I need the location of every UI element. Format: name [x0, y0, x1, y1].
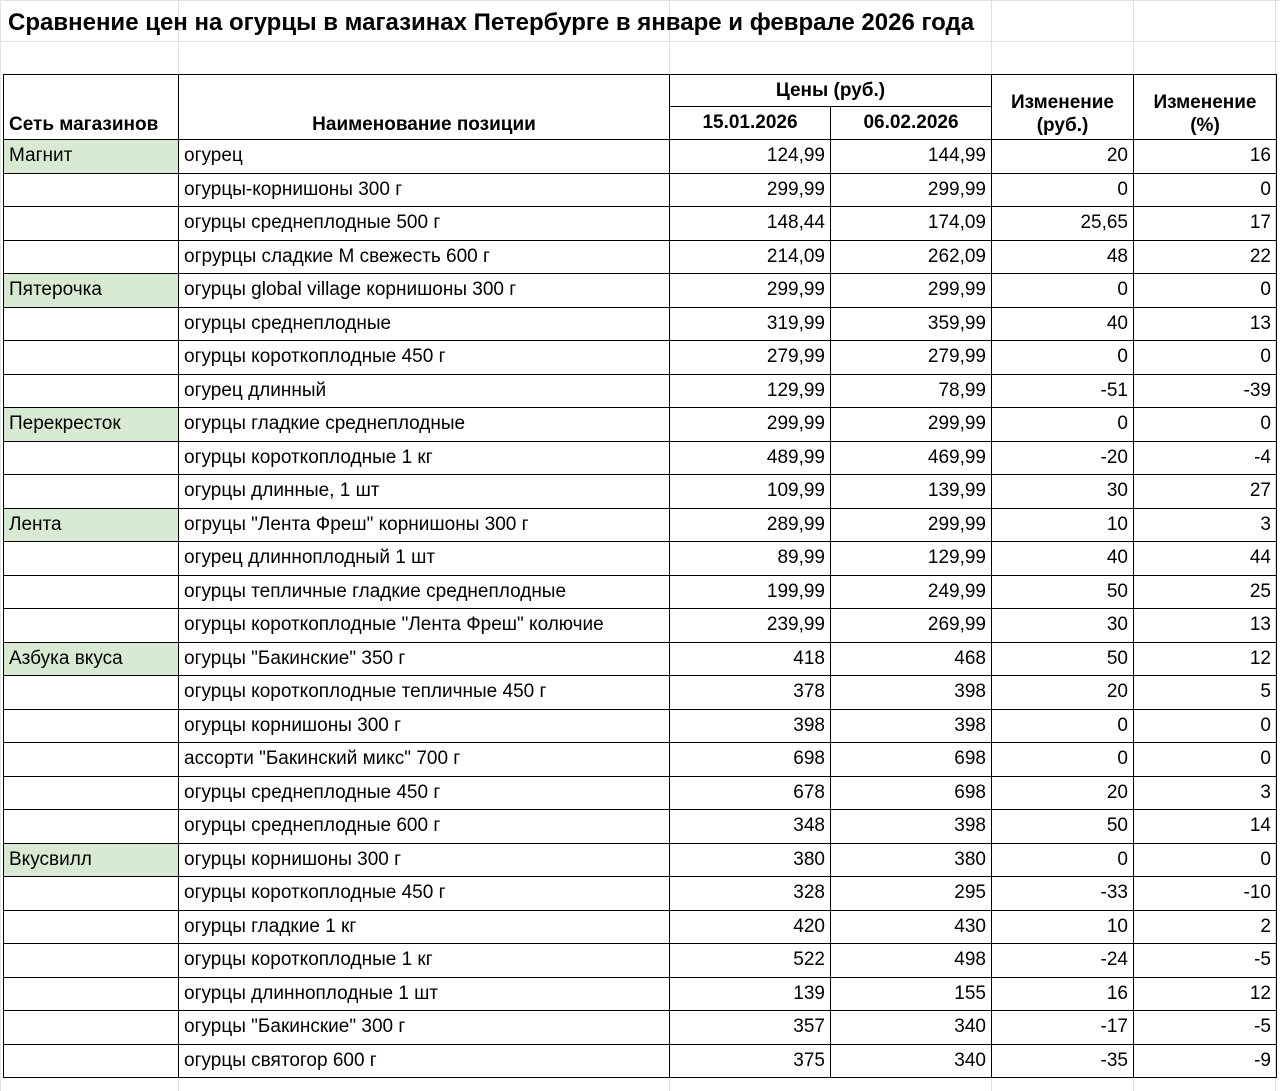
header-prices[interactable]: Цены (руб.)	[670, 75, 992, 107]
item-name-cell[interactable]: огурцы корнишоны 300 г	[179, 843, 670, 877]
price-jan-cell[interactable]: 380	[670, 843, 831, 877]
change-rub-cell[interactable]: 30	[992, 609, 1134, 643]
price-jan-cell[interactable]: 375	[670, 1044, 831, 1078]
change-rub-cell[interactable]: -51	[992, 374, 1134, 408]
price-jan-cell[interactable]: 239,99	[670, 609, 831, 643]
price-feb-cell[interactable]: 144,99	[831, 140, 992, 174]
price-jan-cell[interactable]: 279,99	[670, 341, 831, 375]
price-jan-cell[interactable]: 418	[670, 642, 831, 676]
store-cell[interactable]	[4, 1044, 179, 1078]
change-pct-cell[interactable]: 0	[1134, 743, 1277, 777]
change-rub-cell[interactable]: 50	[992, 810, 1134, 844]
price-jan-cell[interactable]: 398	[670, 709, 831, 743]
item-name-cell[interactable]: огурец	[179, 140, 670, 174]
change-pct-cell[interactable]: -39	[1134, 374, 1277, 408]
change-pct-cell[interactable]: 44	[1134, 542, 1277, 576]
store-cell[interactable]	[4, 374, 179, 408]
price-feb-cell[interactable]: 299,99	[831, 274, 992, 308]
table-row	[4, 341, 1277, 375]
change-pct-cell[interactable]: 3	[1134, 508, 1277, 542]
table-row	[4, 642, 1277, 676]
store-cell[interactable]	[4, 1011, 179, 1045]
table-row	[4, 475, 1277, 509]
price-feb-cell[interactable]: 498	[831, 944, 992, 978]
change-rub-cell[interactable]: 50	[992, 575, 1134, 609]
item-name-cell[interactable]: огурцы святогор 600 г	[179, 1044, 670, 1078]
store-cell[interactable]: Перекресток	[4, 408, 179, 442]
item-name-cell[interactable]: огурцы среднеплодные 500 г	[179, 207, 670, 241]
item-name-cell[interactable]: огурцы короткоплодные 1 кг	[179, 441, 670, 475]
item-name-cell[interactable]: огурцы-корнишоны 300 г	[179, 173, 670, 207]
change-pct-cell[interactable]: 13	[1134, 609, 1277, 643]
item-name-cell[interactable]: огурцы короткоплодные 1 кг	[179, 944, 670, 978]
change-pct-cell[interactable]: 0	[1134, 274, 1277, 308]
store-cell[interactable]	[4, 575, 179, 609]
price-jan-cell[interactable]: 348	[670, 810, 831, 844]
item-name-cell[interactable]: огурец длинноплодный 1 шт	[179, 542, 670, 576]
price-jan-cell[interactable]: 357	[670, 1011, 831, 1045]
change-rub-cell[interactable]: 0	[992, 743, 1134, 777]
price-feb-cell[interactable]: 469,99	[831, 441, 992, 475]
table-row	[4, 307, 1277, 341]
item-name-cell[interactable]: огрурцы сладкие М свежесть 600 г	[179, 240, 670, 274]
price-feb-cell[interactable]: 698	[831, 743, 992, 777]
change-rub-cell[interactable]: -20	[992, 441, 1134, 475]
sheet-title: Сравнение цен на огурцы в магазинах Петербурге в январе и феврале 2026 года	[8, 9, 975, 36]
item-name-cell[interactable]: огурцы среднеплодные 450 г	[179, 776, 670, 810]
header-date-1[interactable]: 15.01.2026	[670, 107, 831, 140]
price-jan-cell[interactable]: 214,09	[670, 240, 831, 274]
price-jan-cell[interactable]: 522	[670, 944, 831, 978]
change-rub-cell[interactable]: 25,65	[992, 207, 1134, 241]
change-pct-cell[interactable]: 0	[1134, 843, 1277, 877]
price-jan-cell[interactable]: 129,99	[670, 374, 831, 408]
change-rub-cell[interactable]: 20	[992, 676, 1134, 710]
price-feb-cell[interactable]: 174,09	[831, 207, 992, 241]
item-name-cell[interactable]: огурцы тепличные гладкие среднеплодные	[179, 575, 670, 609]
change-pct-cell[interactable]: 27	[1134, 475, 1277, 509]
store-cell[interactable]	[4, 977, 179, 1011]
store-cell[interactable]	[4, 743, 179, 777]
table-row	[4, 609, 1277, 643]
store-cell[interactable]	[4, 709, 179, 743]
price-feb-cell[interactable]: 129,99	[831, 542, 992, 576]
change-rub-cell[interactable]: 0	[992, 274, 1134, 308]
item-name-cell[interactable]: огурцы среднеплодные 600 г	[179, 810, 670, 844]
header-change-rub[interactable]: Изменение (руб.)	[992, 75, 1134, 140]
table-row	[4, 542, 1277, 576]
store-cell[interactable]: Лента	[4, 508, 179, 542]
store-cell[interactable]: Азбука вкуса	[4, 642, 179, 676]
change-pct-cell[interactable]: -4	[1134, 441, 1277, 475]
item-name-cell[interactable]: ассорти "Бакинский микс" 700 г	[179, 743, 670, 777]
price-jan-cell[interactable]: 109,99	[670, 475, 831, 509]
table-row	[4, 709, 1277, 743]
change-rub-cell[interactable]: 0	[992, 341, 1134, 375]
table-row	[4, 374, 1277, 408]
price-jan-cell[interactable]: 89,99	[670, 542, 831, 576]
item-name-cell[interactable]: огурцы короткоплодные 450 г	[179, 877, 670, 911]
price-feb-cell[interactable]: 398	[831, 676, 992, 710]
change-rub-cell[interactable]: 48	[992, 240, 1134, 274]
table-row	[4, 877, 1277, 911]
item-name-cell[interactable]: огурцы "Бакинские" 350 г	[179, 642, 670, 676]
change-rub-cell[interactable]: 10	[992, 910, 1134, 944]
change-rub-cell[interactable]: 30	[992, 475, 1134, 509]
price-jan-cell[interactable]: 299,99	[670, 173, 831, 207]
item-name-cell[interactable]: огурцы global village корнишоны 300 г	[179, 274, 670, 308]
store-cell[interactable]	[4, 676, 179, 710]
price-table	[3, 74, 1277, 1078]
price-jan-cell[interactable]: 678	[670, 776, 831, 810]
header-change-pct[interactable]: Изменение (%)	[1134, 75, 1277, 140]
table-row	[4, 810, 1277, 844]
store-cell[interactable]	[4, 810, 179, 844]
change-pct-cell[interactable]: 0	[1134, 408, 1277, 442]
store-cell[interactable]	[4, 341, 179, 375]
price-feb-cell[interactable]: 269,99	[831, 609, 992, 643]
store-cell[interactable]	[4, 441, 179, 475]
change-pct-cell[interactable]: 3	[1134, 776, 1277, 810]
store-cell[interactable]: Вкусвилл	[4, 843, 179, 877]
item-name-cell[interactable]: огруцы "Лента Фреш" корнишоны 300 г	[179, 508, 670, 542]
table-row	[4, 441, 1277, 475]
change-pct-cell[interactable]: 12	[1134, 977, 1277, 1011]
price-feb-cell[interactable]: 380	[831, 843, 992, 877]
item-name-cell[interactable]: огурцы "Бакинские" 300 г	[179, 1011, 670, 1045]
change-pct-cell[interactable]: 16	[1134, 140, 1277, 174]
item-name-cell[interactable]: огурцы длинноплодные 1 шт	[179, 977, 670, 1011]
change-rub-cell[interactable]: 40	[992, 307, 1134, 341]
store-cell[interactable]	[4, 944, 179, 978]
table-row	[4, 910, 1277, 944]
table-row	[4, 508, 1277, 542]
change-pct-cell[interactable]: 2	[1134, 910, 1277, 944]
change-pct-cell[interactable]: -5	[1134, 944, 1277, 978]
change-pct-cell[interactable]: 14	[1134, 810, 1277, 844]
price-jan-cell[interactable]: 299,99	[670, 408, 831, 442]
price-jan-cell[interactable]: 698	[670, 743, 831, 777]
table-row	[4, 843, 1277, 877]
price-feb-cell[interactable]: 340	[831, 1011, 992, 1045]
store-cell[interactable]	[4, 240, 179, 274]
price-jan-cell[interactable]: 378	[670, 676, 831, 710]
item-name-cell[interactable]: огурцы гладкие среднеплодные	[179, 408, 670, 442]
change-rub-cell[interactable]: 0	[992, 173, 1134, 207]
store-cell[interactable]	[4, 542, 179, 576]
item-name-cell[interactable]: огурцы короткоплодные 450 г	[179, 341, 670, 375]
price-feb-cell[interactable]: 249,99	[831, 575, 992, 609]
price-feb-cell[interactable]: 299,99	[831, 173, 992, 207]
header-date-2[interactable]: 06.02.2026	[831, 107, 992, 140]
change-pct-cell[interactable]: 5	[1134, 676, 1277, 710]
change-pct-cell[interactable]: 22	[1134, 240, 1277, 274]
table-row	[4, 1044, 1277, 1078]
change-rub-cell[interactable]: 0	[992, 843, 1134, 877]
table-row	[4, 944, 1277, 978]
item-name-cell[interactable]: огурец длинный	[179, 374, 670, 408]
table-row	[4, 743, 1277, 777]
price-feb-cell[interactable]: 299,99	[831, 408, 992, 442]
header-item-name[interactable]: Наименование позиции	[179, 75, 670, 140]
table-body	[4, 140, 1277, 1078]
change-pct-cell[interactable]: -9	[1134, 1044, 1277, 1078]
store-cell[interactable]: Пятерочка	[4, 274, 179, 308]
price-jan-cell[interactable]: 299,99	[670, 274, 831, 308]
store-cell[interactable]	[4, 910, 179, 944]
table-row	[4, 776, 1277, 810]
price-jan-cell[interactable]: 139	[670, 977, 831, 1011]
price-jan-cell[interactable]: 124,99	[670, 140, 831, 174]
price-feb-cell[interactable]: 295	[831, 877, 992, 911]
change-rub-cell[interactable]: 40	[992, 542, 1134, 576]
change-pct-cell[interactable]: 25	[1134, 575, 1277, 609]
change-pct-cell[interactable]: 12	[1134, 642, 1277, 676]
price-feb-cell[interactable]: 430	[831, 910, 992, 944]
price-jan-cell[interactable]: 328	[670, 877, 831, 911]
change-rub-cell[interactable]: 0	[992, 709, 1134, 743]
price-feb-cell[interactable]: 279,99	[831, 341, 992, 375]
change-rub-cell[interactable]: 20	[992, 776, 1134, 810]
table-row	[4, 240, 1277, 274]
price-feb-cell[interactable]: 299,99	[831, 508, 992, 542]
price-jan-cell[interactable]: 289,99	[670, 508, 831, 542]
store-cell[interactable]	[4, 307, 179, 341]
store-cell[interactable]	[4, 475, 179, 509]
price-feb-cell[interactable]: 398	[831, 810, 992, 844]
item-name-cell[interactable]: огурцы среднеплодные	[179, 307, 670, 341]
header-store[interactable]: Сеть магазинов	[4, 75, 179, 140]
price-feb-cell[interactable]: 468	[831, 642, 992, 676]
price-feb-cell[interactable]: 398	[831, 709, 992, 743]
table-row	[4, 1011, 1277, 1045]
change-rub-cell[interactable]: 20	[992, 140, 1134, 174]
item-name-cell[interactable]: огурцы короткоплодные "Лента Фреш" колючие	[179, 609, 670, 643]
table-row	[4, 408, 1277, 442]
price-feb-cell[interactable]: 155	[831, 977, 992, 1011]
change-pct-cell[interactable]: 0	[1134, 341, 1277, 375]
price-feb-cell[interactable]: 78,99	[831, 374, 992, 408]
price-jan-cell[interactable]: 199,99	[670, 575, 831, 609]
price-feb-cell[interactable]: 340	[831, 1044, 992, 1078]
change-pct-cell[interactable]: -5	[1134, 1011, 1277, 1045]
store-cell[interactable]	[4, 609, 179, 643]
change-rub-cell[interactable]: -35	[992, 1044, 1134, 1078]
table-row	[4, 173, 1277, 207]
store-cell[interactable]	[4, 173, 179, 207]
store-cell[interactable]	[4, 776, 179, 810]
change-pct-cell[interactable]: 0	[1134, 709, 1277, 743]
change-pct-cell[interactable]: -10	[1134, 877, 1277, 911]
change-rub-cell[interactable]: -24	[992, 944, 1134, 978]
table-row	[4, 274, 1277, 308]
price-jan-cell[interactable]: 489,99	[670, 441, 831, 475]
change-rub-cell[interactable]: 0	[992, 408, 1134, 442]
store-cell[interactable]	[4, 877, 179, 911]
table-row	[4, 676, 1277, 710]
item-name-cell[interactable]: огурцы длинные, 1 шт	[179, 475, 670, 509]
change-rub-cell[interactable]: 50	[992, 642, 1134, 676]
change-pct-cell[interactable]: 17	[1134, 207, 1277, 241]
price-feb-cell[interactable]: 262,09	[831, 240, 992, 274]
change-rub-cell[interactable]: 16	[992, 977, 1134, 1011]
table-row	[4, 977, 1277, 1011]
table-row	[4, 207, 1277, 241]
grid-line	[0, 41, 1280, 42]
change-pct-cell[interactable]: 0	[1134, 173, 1277, 207]
price-feb-cell[interactable]: 139,99	[831, 475, 992, 509]
item-name-cell[interactable]: огурцы корнишоны 300 г	[179, 709, 670, 743]
price-feb-cell[interactable]: 359,99	[831, 307, 992, 341]
price-jan-cell[interactable]: 420	[670, 910, 831, 944]
price-feb-cell[interactable]: 698	[831, 776, 992, 810]
store-cell[interactable]	[4, 207, 179, 241]
table-row	[4, 140, 1277, 174]
change-rub-cell[interactable]: 10	[992, 508, 1134, 542]
change-rub-cell[interactable]: -17	[992, 1011, 1134, 1045]
item-name-cell[interactable]: огурцы гладкие 1 кг	[179, 910, 670, 944]
price-jan-cell[interactable]: 148,44	[670, 207, 831, 241]
item-name-cell[interactable]: огурцы короткоплодные тепличные 450 г	[179, 676, 670, 710]
change-rub-cell[interactable]: -33	[992, 877, 1134, 911]
price-jan-cell[interactable]: 319,99	[670, 307, 831, 341]
store-cell[interactable]: Магнит	[4, 140, 179, 174]
table-row	[4, 575, 1277, 609]
change-pct-cell[interactable]: 13	[1134, 307, 1277, 341]
